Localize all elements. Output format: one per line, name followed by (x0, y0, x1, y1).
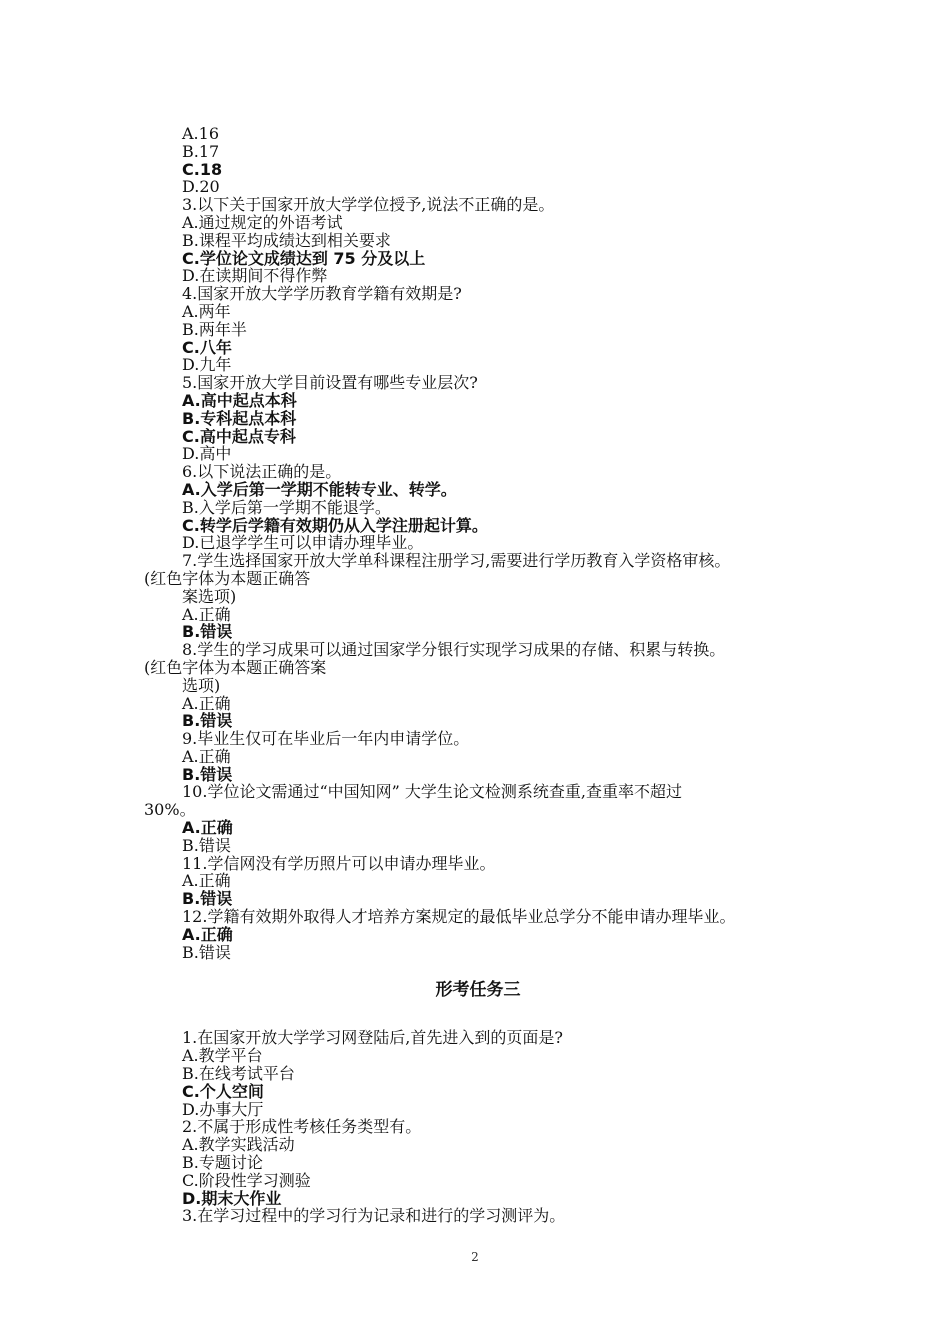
text-line: 11.学信网没有学历照片可以申请办理毕业。 (182, 853, 496, 873)
answer-line-correct: C.18 (182, 159, 223, 179)
answer-line-correct: C.高中起点专科 (182, 426, 296, 446)
text-line: 案选项) (182, 586, 237, 606)
text-line: 12.学籍有效期外取得人才培养方案规定的最低毕业总学分不能申请办理毕业。 (182, 907, 736, 927)
answer-line-correct: A.正确 (182, 818, 233, 838)
answer-line-correct: C.个人空间 (182, 1081, 264, 1101)
text-line: 8.学生的学习成果可以通过国家学分银行实现学习成果的存储、积累与转换。 (182, 640, 726, 660)
page-number: 2 (471, 1250, 479, 1264)
text-line: B.错误 (182, 835, 231, 855)
text-line: B.入学后第一学期不能退学。 (182, 497, 391, 517)
text-line: B.两年半 (182, 319, 247, 339)
text-line: A.两年 (182, 301, 231, 321)
text-line: A.教学实践活动 (182, 1135, 295, 1155)
text-line: B.错误 (182, 942, 231, 962)
answer-line-correct: B.错误 (182, 711, 233, 731)
text-line: A.16 (182, 124, 219, 143)
text-line: B.17 (182, 141, 220, 161)
text-line: 30%。 (144, 800, 196, 820)
answer-line-correct: B.错误 (182, 764, 233, 784)
quiz-part-1 (144, 125, 812, 961)
text-line: 2.不属于形成性考核任务类型有。 (182, 1117, 422, 1137)
text-line: B.专题讨论 (182, 1153, 263, 1173)
text-line: 1.在国家开放大学学习网登陆后,首先进入到的页面是? (182, 1028, 563, 1048)
text-line: B.在线考试平台 (182, 1064, 295, 1084)
text-line: D.九年 (182, 355, 232, 375)
text-line: D.已退学学生可以申请办理毕业。 (182, 533, 424, 553)
answer-line-correct: A.入学后第一学期不能转专业、转学。 (182, 479, 457, 499)
text-line: A.教学平台 (182, 1046, 263, 1066)
text-line: B.课程平均成绩达到相关要求 (182, 230, 391, 250)
text-line: C.阶段性学习测验 (182, 1170, 311, 1190)
text-line: 7.学生选择国家开放大学单科课程注册学习,需要进行学历教育入学资格审核。 (182, 551, 731, 571)
text-line: D.在读期间不得作弊 (182, 266, 328, 286)
text-line: A.正确 (182, 604, 231, 624)
text-line: (红色字体为本题正确答案 (144, 657, 327, 677)
text-line: 3.以下关于国家开放大学学位授予,说法不正确的是。 (182, 195, 555, 215)
answer-line-correct: D.期末大作业 (182, 1188, 282, 1208)
text-line: A.正确 (182, 871, 231, 891)
answer-line-correct: C.八年 (182, 337, 232, 357)
answer-line-correct: C.学位论文成绩达到 75 分及以上 (182, 248, 426, 268)
text-line: 9.毕业生仅可在毕业后一年内申请学位。 (182, 729, 470, 749)
text-line: A.通过规定的外语考试 (182, 212, 343, 232)
text-line: D.高中 (182, 444, 232, 464)
text-line: 3.在学习过程中的学习行为记录和进行的学习测评为。 (182, 1206, 566, 1226)
text-line: 选项) (182, 675, 221, 695)
text-line: 10.学位论文需通过“中国知网” 大学生论文检测系统查重,查重率不超过 (182, 782, 682, 802)
answer-line-correct: B.错误 (182, 889, 233, 909)
quiz-part-2 (144, 1029, 812, 1225)
page-content (144, 125, 812, 1225)
text-line: (红色字体为本题正确答 (144, 568, 311, 588)
answer-line-correct: B.错误 (182, 622, 233, 642)
text-line: 6.以下说法正确的是。 (182, 462, 342, 482)
text-line: A.正确 (182, 746, 231, 766)
answer-line-correct: B.专科起点本科 (182, 408, 297, 428)
section-heading: 形考任务三 (435, 980, 521, 1001)
text-line: 5.国家开放大学目前设置有哪些专业层次? (182, 373, 478, 393)
answer-line-correct: A.正确 (182, 924, 233, 944)
answer-line-correct: C.转学后学籍有效期仍从入学注册起计算。 (182, 515, 488, 535)
answer-line-correct: A.高中起点本科 (182, 390, 297, 410)
text-line: 4.国家开放大学学历教育学籍有效期是? (182, 284, 462, 304)
text-line: D.20 (182, 177, 220, 197)
text-line: D.办事大厅 (182, 1099, 264, 1119)
text-line: A.正确 (182, 693, 231, 713)
